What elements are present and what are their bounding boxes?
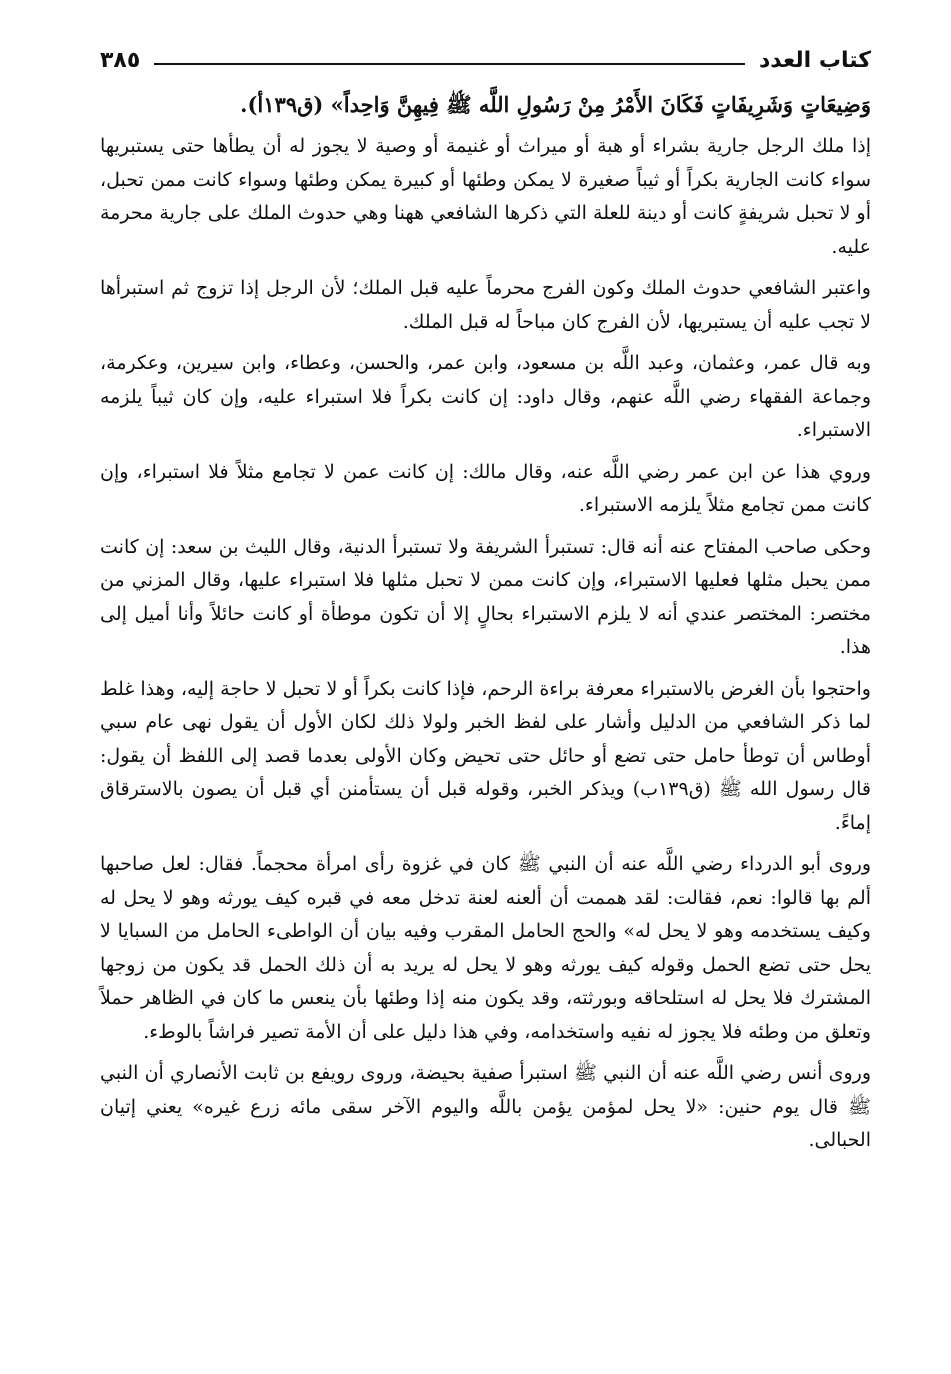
paragraph: واحتجوا بأن الغرض بالاستبراء معرفة براءة الرحم، فإذا كانت بكراً أو لا تحبل لا حاجة إليه، وهذا غلط لما ذكر الشافعي من الدليل وأشار على لفظ الخبر ولولا ذلك لكان الأول أن يقول نهى عام سبي أوطاس أن توطأ حامل حتى تضع أو حائل حتى تحيض وكان الأولى بعدما قصد إلى اللفظ أن يقول: قال رسول الله ﷺ (ق١٣٩ب) ويذكر الخبر، وقوله قبل أن يستأمنن أي قبل أن يصون بالاسترقاق إماءً.	[100, 677, 871, 834]
running-title: كتاب العدد	[758, 47, 871, 73]
paragraph: وروى أنس رضي اللَّه عنه أن النبي ﷺ استبرأ صفية بحيضة، وروى رويفع بن ثابت الأنصاري أن النبي ﷺ قال يوم حنين: «لا يحل لمؤمن يؤمن باللَّه واليوم الآخر سقى مائه زرع غيره» يعني إتيان الحبالى.	[100, 1062, 871, 1151]
paragraph: إذا ملك الرجل جارية بشراء أو هبة أو ميراث أو غنيمة أو وصية لا يجوز له أن يطأها حتى يستبريها سواء كانت الجارية بكراً أو ثيباً صغيرة لا يمكن وطئها أو كبيرة يمكن وطئها وسواء كانت ممن تحبل، أو لا تحبل شريفةٍ كانت أو دينة للعلة التي ذكرها الشافعي ههنا وهي حدوث الملك على جارية محرمة عليه.	[100, 135, 871, 258]
page-header	[100, 40, 871, 80]
paragraph: وروي هذا عن ابن عمر رضي اللَّه عنه، وقال مالك: إن كانت عمن لا تجامع مثلاً فلا استبراء، وإن كانت ممن تجامع مثلاً يلزمه الاستبراء.	[100, 460, 871, 516]
paragraph: واعتبر الشافعي حدوث الملك وكون الفرج محرماً عليه قبل الملك؛ لأن الرجل إذا تزوج ثم استبرأها لا تجب عليه أن يستبريها، لأن الفرج كان مباحاً له قبل الملك.	[100, 277, 871, 333]
page-body	[100, 86, 871, 1166]
paragraph: وروى أبو الدرداء رضي اللَّه عنه أن النبي ﷺ كان في غزوة رأى امرأة محجماً. فقال: لعل صاحبها ألم بها قالوا: نعم، فقالت: لقد هممت أن ألعنه لعنة تدخل معه في قبره كيف يورثه وهو لا يحل له وكيف يستخدمه وهو لا يحل له» والحج الحامل المقرب وفيه بيان أن الواطىء الحامل من السبايا لا يحل حتى تضع الحمل وقوله كيف يورثه وهو لا يحل له يريد به أن ذلك الحمل قد يكون من زوجها المشترك فلا يحل له استلحاقه وبورثته، وقد يكون منه إذا وطئها بأن ينعس ما كان في الظاهر حملاً وتعلق من وطئه فلا يجوز له نفيه واستخدامه، وفي هذا دليل على أن الأمة تصير فراشاً بالوطء.	[100, 853, 871, 1043]
header-rule	[154, 63, 745, 65]
hadith-continuation: وَضِيعَاتٍ وَشَرِيفَاتٍ فَكَانَ الأَمْرُ مِنْ رَسُولِ اللَّه ﷺ فِيهِنَّ وَاحِداً» (ق١٣٩أ).	[240, 92, 871, 117]
page-number: ٣٨٥	[100, 47, 141, 73]
paragraph: وحكى صاحب المفتاح عنه أنه قال: تستبرأ الشريفة ولا تستبرأ الدنية، وقال الليث بن سعد: إن كانت ممن يحبل مثلها فعليها الاستبراء، وإن كانت ممن لا تحبل مثلها فلا استبراء عليها، وقال المزني من مختصر: المختصر عندي أنه لا يلزم الاستبراء بحالٍ إلا أن تكون موطأة أو كانت حائلاً وأنا أميل إلى هذا.	[100, 535, 871, 658]
paragraph: وبه قال عمر، وعثمان، وعبد اللَّه بن مسعود، وابن عمر، والحسن، وعطاء، وابن سيرين، وعكرمة، وجماعة الفقهاء رضي اللَّه عنهم، وقال داود: إن كانت بكراً فلا استبراء عليه، وإن كان ثيباً يلزمه الاستبراء.	[100, 352, 871, 441]
